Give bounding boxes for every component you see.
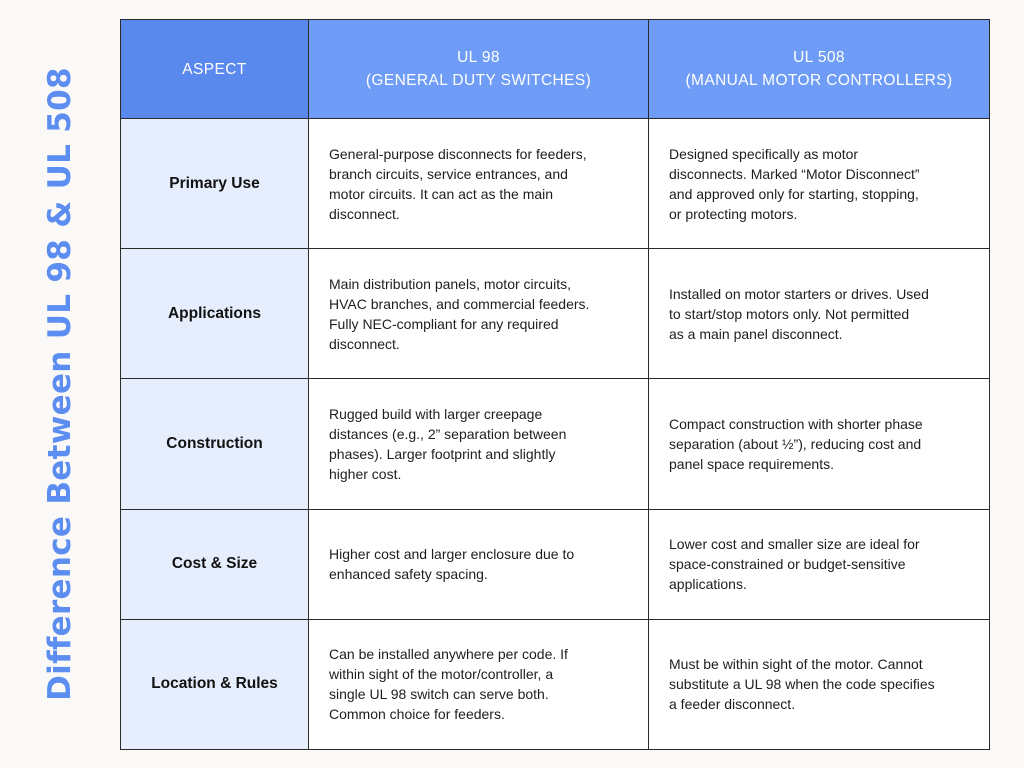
header-ul98-subtitle: (GENERAL DUTY SWITCHES) bbox=[365, 72, 592, 89]
side-title: Difference Between UL 98 & UL 508 bbox=[42, 67, 78, 701]
row-ul508-desc bbox=[649, 509, 990, 619]
header-ul508 bbox=[649, 20, 990, 119]
desc-line: Fully NEC-compliant for any required bbox=[329, 315, 559, 332]
desc-line: Designed specifically as motor bbox=[669, 145, 859, 162]
row-ul508-desc bbox=[649, 249, 990, 379]
header-ul508-title: UL 508 bbox=[793, 49, 845, 66]
desc-line: applications. bbox=[669, 576, 747, 593]
desc-line: Higher cost and larger enclosure due to bbox=[329, 546, 575, 563]
desc-line: HVAC branches, and commercial feeders. bbox=[329, 295, 590, 312]
row-ul98-desc bbox=[309, 249, 649, 379]
desc-line: branch circuits, service entrances, and bbox=[329, 165, 568, 182]
table-row bbox=[121, 379, 990, 509]
desc-line: separation (about ½”), reducing cost and bbox=[669, 436, 922, 452]
row-ul508-desc bbox=[649, 379, 990, 509]
header-aspect bbox=[121, 20, 309, 119]
desc-line: Main distribution panels, motor circuits, bbox=[329, 275, 571, 292]
desc-line: General-purpose disconnects for feeders, bbox=[329, 145, 587, 162]
desc-line: Installed on motor starters or drives. Used bbox=[669, 285, 929, 302]
row-aspect: Construction bbox=[121, 379, 309, 509]
desc-line: to start/stop motors only. Not permitted bbox=[669, 305, 910, 322]
desc-line: or protecting motors. bbox=[669, 205, 798, 222]
row-ul508-desc bbox=[649, 119, 990, 249]
desc-line: enhanced safety spacing. bbox=[329, 566, 488, 583]
desc-line: disconnect. bbox=[329, 205, 400, 222]
header-ul98 bbox=[309, 20, 649, 119]
row-aspect: Applications bbox=[121, 249, 309, 379]
row-aspect: Primary Use bbox=[121, 119, 309, 249]
row-ul98-desc bbox=[309, 619, 649, 749]
desc-line: disconnects. Marked “Motor Disconnect” bbox=[669, 165, 920, 182]
table-row bbox=[121, 249, 990, 379]
row-ul98-desc bbox=[309, 379, 649, 509]
row-ul98-desc bbox=[309, 509, 649, 619]
desc-line: disconnect. bbox=[329, 335, 400, 352]
desc-line: within sight of the motor/controller, a bbox=[329, 666, 554, 683]
table-row bbox=[121, 119, 990, 249]
desc-line: as a main panel disconnect. bbox=[669, 325, 843, 342]
desc-line: substitute a UL 98 when the code specifies bbox=[669, 676, 935, 693]
desc-line: Common choice for feeders. bbox=[329, 706, 505, 723]
desc-line: phases). Larger footprint and slightly bbox=[329, 446, 556, 462]
desc-line: higher cost. bbox=[329, 466, 402, 482]
header-row bbox=[121, 20, 990, 119]
desc-line: single UL 98 switch can serve both. bbox=[329, 686, 549, 703]
desc-line: space-constrained or budget-sensitive bbox=[669, 556, 906, 573]
desc-line: a feeder disconnect. bbox=[669, 696, 796, 713]
row-aspect: Location & Rules bbox=[121, 619, 309, 749]
row-ul508-desc bbox=[649, 619, 990, 749]
table-row bbox=[121, 619, 990, 749]
row-aspect: Cost & Size bbox=[121, 509, 309, 619]
desc-line: Can be installed anywhere per code. If bbox=[329, 646, 568, 663]
header-ul98-title: UL 98 bbox=[457, 49, 500, 66]
header-ul508-subtitle: (MANUAL MOTOR CONTROLLERS) bbox=[685, 72, 953, 89]
desc-line: panel space requirements. bbox=[669, 456, 834, 472]
row-ul98-desc bbox=[309, 119, 649, 249]
header-aspect-label: ASPECT bbox=[182, 60, 247, 78]
desc-line: motor circuits. It can act as the main bbox=[329, 185, 554, 202]
desc-line: Lower cost and smaller size are ideal for bbox=[669, 536, 920, 553]
desc-line: distances (e.g., 2” separation between bbox=[329, 426, 567, 442]
table-row bbox=[121, 509, 990, 619]
desc-line: and approved only for starting, stopping, bbox=[669, 185, 919, 202]
desc-line: Must be within sight of the motor. Cannot bbox=[669, 656, 923, 673]
desc-line: Compact construction with shorter phase bbox=[669, 416, 923, 432]
comparison-table bbox=[120, 19, 990, 750]
desc-line: Rugged build with larger creepage bbox=[329, 406, 543, 422]
